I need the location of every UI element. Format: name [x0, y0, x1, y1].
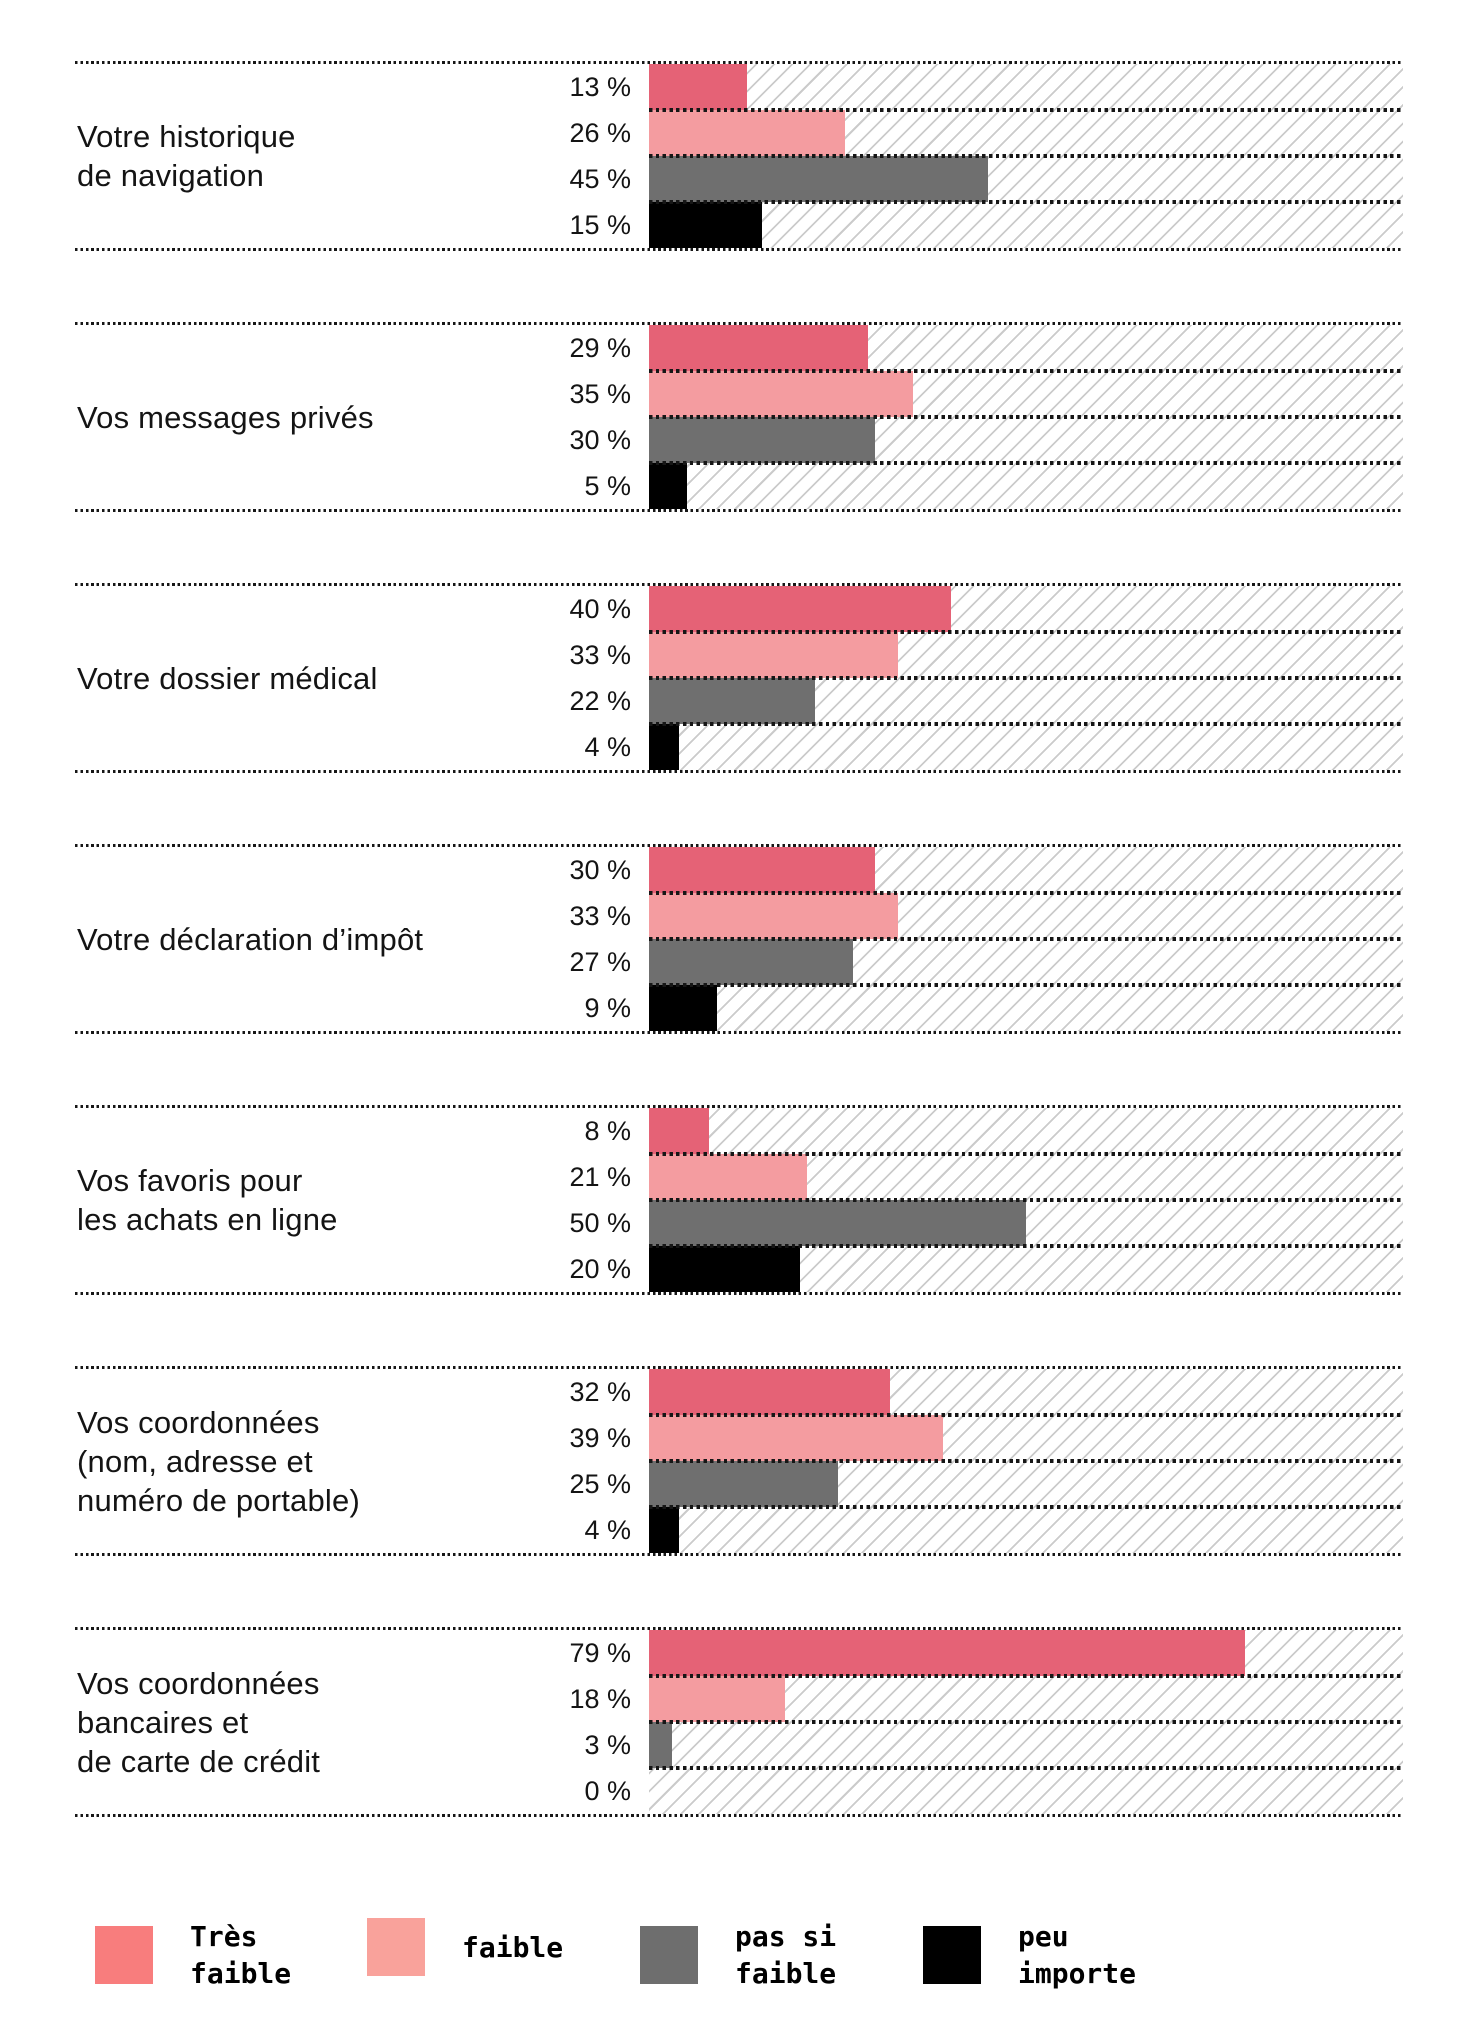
legend-swatch [95, 1926, 153, 1984]
legend-label [462, 1929, 563, 1966]
group-bottom-dotted-line [75, 1553, 1403, 1556]
value-label: 21 % [569, 1162, 631, 1192]
group-bottom-dotted-line [75, 248, 1403, 251]
bar-row [649, 586, 1403, 632]
bar-pas-si-faible [649, 1200, 1026, 1246]
category-group [75, 583, 1403, 773]
bar-track-hatched [649, 847, 1403, 1031]
legend-label-line: Très [190, 1920, 258, 1953]
bar-très-faible [649, 1108, 709, 1154]
bar-row [649, 1415, 1403, 1461]
value-label: 30 % [569, 425, 631, 455]
bar-très-faible [649, 64, 747, 110]
value-label: 22 % [569, 686, 631, 716]
bar-pas-si-faible [649, 156, 988, 202]
bar-row [649, 1108, 1403, 1154]
bar-row [649, 1200, 1403, 1246]
value-label: 39 % [569, 1423, 631, 1453]
bar-faible [649, 1415, 943, 1461]
bar-très-faible [649, 1630, 1245, 1676]
bar-row [649, 678, 1403, 724]
bar-row [649, 110, 1403, 156]
bar-row [649, 463, 1403, 509]
bar-pas-si-faible [649, 1461, 838, 1507]
category-label-line: numéro de portable) [77, 1482, 360, 1518]
value-label: 4 % [584, 1515, 631, 1545]
legend-label-line: faible [462, 1930, 564, 1964]
bar-pas-si-faible [649, 939, 853, 985]
bar-peu-importe [649, 1246, 800, 1292]
value-label: 5 % [584, 471, 631, 501]
bar-row [649, 1369, 1403, 1415]
legend-swatch [923, 1926, 981, 1984]
legend-swatch [640, 1926, 698, 1984]
category-label-line: bancaires et [77, 1704, 249, 1740]
category-group [75, 322, 1403, 512]
bar-row [649, 1722, 1403, 1768]
bar-faible [649, 110, 845, 156]
bar-row [649, 985, 1403, 1031]
value-label: 0 % [584, 1776, 631, 1806]
bar-row [649, 64, 1403, 110]
category-group [75, 1366, 1403, 1556]
value-label: 29 % [569, 333, 631, 363]
category-group [75, 844, 1403, 1034]
value-label: 45 % [569, 164, 631, 194]
value-label: 4 % [584, 732, 631, 762]
bar-row [649, 1461, 1403, 1507]
bar-row [649, 1246, 1403, 1292]
group-bottom-dotted-line [75, 1031, 1403, 1034]
value-label: 33 % [569, 640, 631, 670]
bar-row [649, 632, 1403, 678]
bar-row [649, 847, 1403, 893]
group-bottom-dotted-line [75, 770, 1403, 773]
legend-label-line: faible [190, 1957, 292, 1990]
category-label-line: Votre déclaration d’impôt [77, 921, 424, 957]
value-label: 3 % [584, 1730, 631, 1760]
bar-row [649, 1507, 1403, 1553]
bar-track-hatched [649, 64, 1403, 248]
legend-label [190, 1918, 291, 1992]
value-label: 50 % [569, 1208, 631, 1238]
bar-track-hatched [649, 1630, 1403, 1814]
category-group [75, 1627, 1403, 1817]
bar-row [649, 202, 1403, 248]
category-label-line: Vos messages privés [77, 399, 374, 435]
bar-faible [649, 1154, 807, 1200]
value-label: 26 % [569, 118, 631, 148]
bar-row [649, 1768, 1403, 1814]
value-label: 30 % [569, 855, 631, 885]
category-label-line: les achats en ligne [77, 1202, 338, 1237]
value-label: 20 % [569, 1254, 631, 1284]
category-label-line: Vos favoris pour [77, 1163, 303, 1198]
legend-label [1018, 1918, 1136, 1992]
bar-pas-si-faible [649, 1722, 672, 1768]
legend-label-line: importe [1018, 1957, 1137, 1990]
bar-très-faible [649, 325, 868, 371]
value-label: 27 % [569, 947, 631, 977]
bar-très-faible [649, 1369, 890, 1415]
bar-row [649, 1676, 1403, 1722]
bar-track-hatched [649, 325, 1403, 509]
group-bottom-dotted-line [75, 1814, 1403, 1817]
bar-row [649, 724, 1403, 770]
value-label: 35 % [569, 379, 631, 409]
category-group [75, 1105, 1403, 1295]
value-label: 9 % [584, 993, 631, 1023]
value-label: 33 % [569, 901, 631, 931]
bar-faible [649, 632, 898, 678]
bar-très-faible [649, 586, 951, 632]
category-label-line: Vos coordonnées [77, 1404, 320, 1440]
bar-faible [649, 371, 913, 417]
legend-label-line: faible [735, 1957, 837, 1990]
bar-row [649, 1154, 1403, 1200]
legend-item [367, 1918, 563, 1976]
legend-swatch [367, 1918, 425, 1976]
category-label-line: de carte de crédit [77, 1743, 321, 1779]
bar-row [649, 1630, 1403, 1676]
group-bottom-dotted-line [75, 1292, 1403, 1295]
bar-track-hatched [649, 1369, 1403, 1553]
legend-label [735, 1918, 836, 1992]
bar-très-faible [649, 847, 875, 893]
bar-faible [649, 893, 898, 939]
bar-pas-si-faible [649, 678, 815, 724]
group-bottom-dotted-line [75, 509, 1403, 512]
bar-faible [649, 1676, 785, 1722]
legend-item [923, 1918, 1136, 1992]
legend-item [95, 1918, 291, 1992]
category-label-line: Votre dossier médical [77, 660, 378, 696]
value-label: 25 % [569, 1469, 631, 1499]
bar-row [649, 417, 1403, 463]
bar-peu-importe [649, 202, 762, 248]
legend-item [640, 1918, 836, 1992]
category-label-line: Votre historique [77, 119, 296, 154]
bar-track-hatched [649, 1108, 1403, 1292]
bar-row [649, 325, 1403, 371]
bar-row [649, 893, 1403, 939]
value-label: 13 % [569, 72, 631, 102]
value-label: 18 % [569, 1684, 631, 1714]
value-label: 40 % [569, 594, 631, 624]
bar-row [649, 371, 1403, 417]
bar-row [649, 939, 1403, 985]
category-label-line: de navigation [77, 158, 265, 193]
bar-peu-importe [649, 463, 687, 509]
legend-label-line: pas si [735, 1920, 837, 1953]
category-label-line: Vos coordonnées [77, 1665, 320, 1701]
category-group [75, 61, 1403, 251]
value-label: 15 % [569, 210, 631, 240]
value-label: 8 % [584, 1116, 631, 1146]
value-label: 32 % [569, 1377, 631, 1407]
legend-label-line: peu [1018, 1920, 1069, 1953]
bar-pas-si-faible [649, 417, 875, 463]
bar-peu-importe [649, 1507, 679, 1553]
bar-peu-importe [649, 985, 717, 1031]
category-label-line: (nom, adresse et [77, 1443, 313, 1479]
value-label: 79 % [569, 1638, 631, 1668]
bar-track-hatched [649, 586, 1403, 770]
bar-peu-importe [649, 724, 679, 770]
bar-row [649, 156, 1403, 202]
